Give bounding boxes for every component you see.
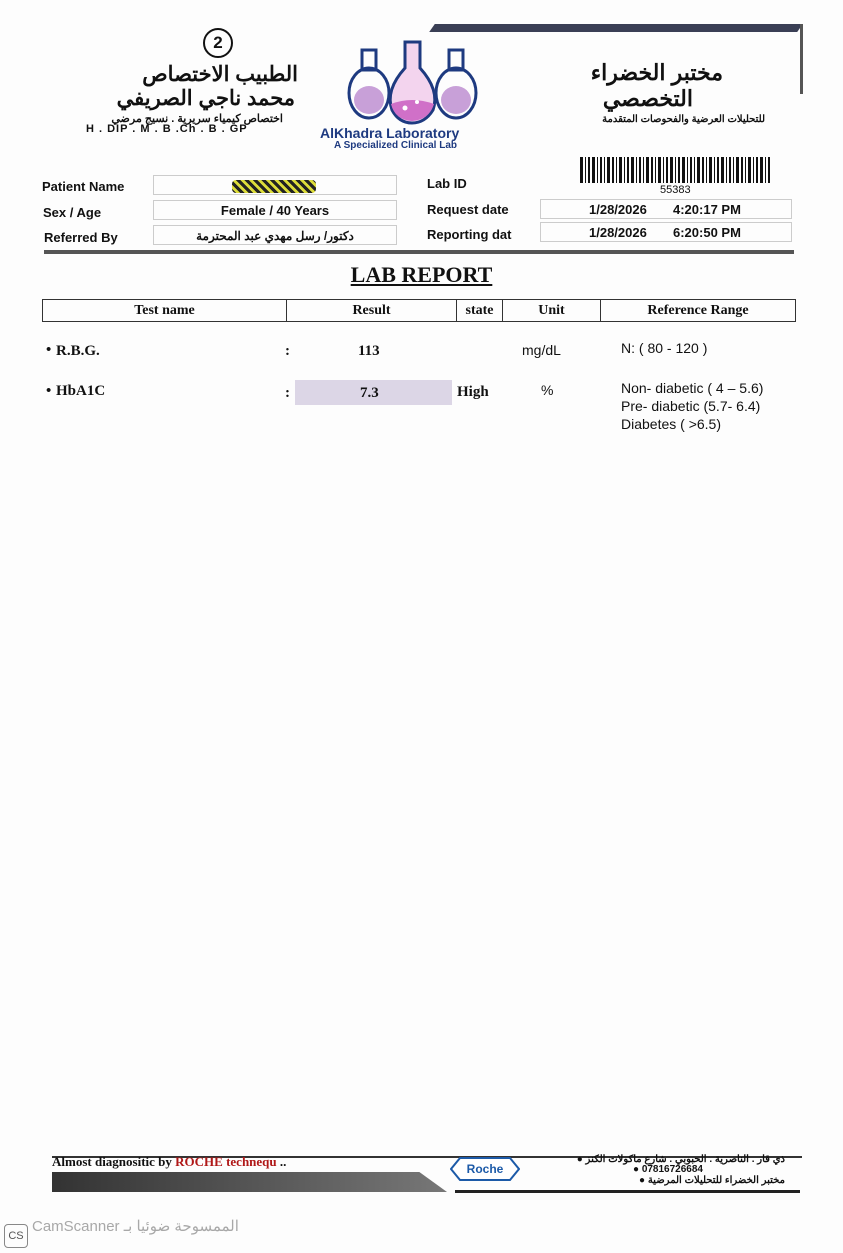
bullet: •: [46, 383, 52, 399]
request-date-box: [540, 199, 792, 219]
footer-address-text: ذي قار . الناصرية . الحبوبي . شارع ماكولات الكنز: [585, 1154, 785, 1165]
header-decor-line: [800, 24, 803, 94]
footer-bottom-line: [455, 1190, 800, 1193]
unit-rbg: mg/dL: [522, 342, 561, 358]
reporting-date-box: [540, 222, 792, 242]
test-name-rbg: R.B.G.: [56, 343, 100, 359]
page-number-circle: 2: [203, 28, 233, 58]
footer-phone-text: 07816726684: [641, 1164, 703, 1175]
report-title: LAB REPORT: [350, 262, 493, 287]
facebook-icon: ●: [638, 1175, 646, 1186]
reference-hba1c-line3: Diabetes ( >6.5): [621, 416, 721, 432]
referred-by-value: دكتور/ رسل مهدي عبد المحترمة: [153, 225, 397, 245]
footer-lab-text: مختبر الخضراء للتحليلات المرضية: [647, 1175, 785, 1186]
footer-decor-bar: [52, 1172, 447, 1192]
reporting-date-label: Reporting dat: [427, 227, 512, 242]
phone-icon: ●: [632, 1164, 640, 1175]
sex-age-label: Sex / Age: [43, 205, 102, 220]
state-hba1c: High: [457, 384, 489, 400]
col-unit: Unit: [503, 300, 601, 321]
reporting-date-value: 1/28/2026: [589, 225, 647, 240]
referred-by-label: Referred By: [44, 230, 118, 245]
reference-rbg: N: ( 80 - 120 ): [621, 340, 708, 356]
lab-tagline-en: A Specialized Clinical Lab: [334, 140, 457, 151]
camscanner-watermark: CamScanner الممسوحة ضوئيا بـ: [32, 1218, 239, 1235]
footer-tagline: [52, 1154, 286, 1170]
patient-name-label: Patient Name: [42, 179, 125, 194]
roche-logo-text: Roche: [466, 1162, 504, 1176]
footer-tagline-roche: ROCHE technequ: [175, 1154, 277, 1169]
camscanner-badge-icon: CS: [4, 1224, 28, 1248]
reference-hba1c-line2: Pre- diabetic (5.7- 6.4): [621, 398, 761, 414]
footer-phone: [633, 1164, 703, 1175]
sex-age-value: Female / 40 Years: [153, 200, 397, 220]
doctor-specialty: اختصاص كيمياء سريرية . نسيج مرضي: [111, 113, 283, 125]
result-rbg: 113: [358, 343, 380, 359]
request-date-value: 1/28/2026: [589, 202, 647, 217]
patient-name-redaction: [232, 180, 316, 193]
bullet: •: [46, 342, 52, 358]
header-divider: [44, 250, 794, 254]
doctor-title: الطبيب الاختصاص: [142, 63, 298, 86]
footer-tagline-part3: ..: [276, 1154, 287, 1169]
doctor-name: محمد ناجي الصريفي: [116, 87, 295, 110]
reference-hba1c-line1: Non- diabetic ( 4 – 5.6): [621, 380, 764, 396]
lab-name-ar: مختبر الخضراء: [590, 60, 723, 85]
doctor-degree: H . DIP . M . B .Ch . B . GP: [86, 123, 248, 135]
test-name-hba1c: HbA1C: [56, 383, 106, 399]
barcode: [580, 157, 770, 183]
header-decor-bar: [429, 24, 803, 32]
result-hba1c: 7.3: [360, 385, 379, 401]
col-test-name: Test name: [43, 300, 287, 321]
col-state: state: [457, 300, 503, 321]
table-header: [42, 299, 796, 322]
flask-logo: [345, 38, 480, 126]
separator-colon: :: [285, 385, 290, 401]
reporting-time-value: 6:20:50 PM: [673, 225, 741, 240]
col-result: Result: [287, 300, 457, 321]
unit-hba1c: %: [541, 382, 554, 398]
lab-name-ar-2: التخصصي: [602, 86, 693, 111]
footer-lab-name: [639, 1175, 785, 1186]
request-time-value: 4:20:17 PM: [673, 202, 741, 217]
location-icon: ●: [576, 1154, 583, 1165]
request-date-label: Request date: [427, 202, 509, 217]
footer-tagline-part1: Almost diagnositic by: [52, 1154, 176, 1169]
separator-colon: :: [285, 343, 290, 359]
lab-id-label: Lab ID: [427, 176, 467, 191]
lab-id-value: 55383: [660, 184, 691, 196]
col-reference-range: Reference Range: [647, 303, 749, 318]
roche-logo: [450, 1157, 520, 1181]
lab-name-en: AlKhadra Laboratory: [320, 125, 460, 141]
lab-tagline-ar: للتحليلات العرضية والفحوصات المتقدمة: [602, 114, 765, 125]
